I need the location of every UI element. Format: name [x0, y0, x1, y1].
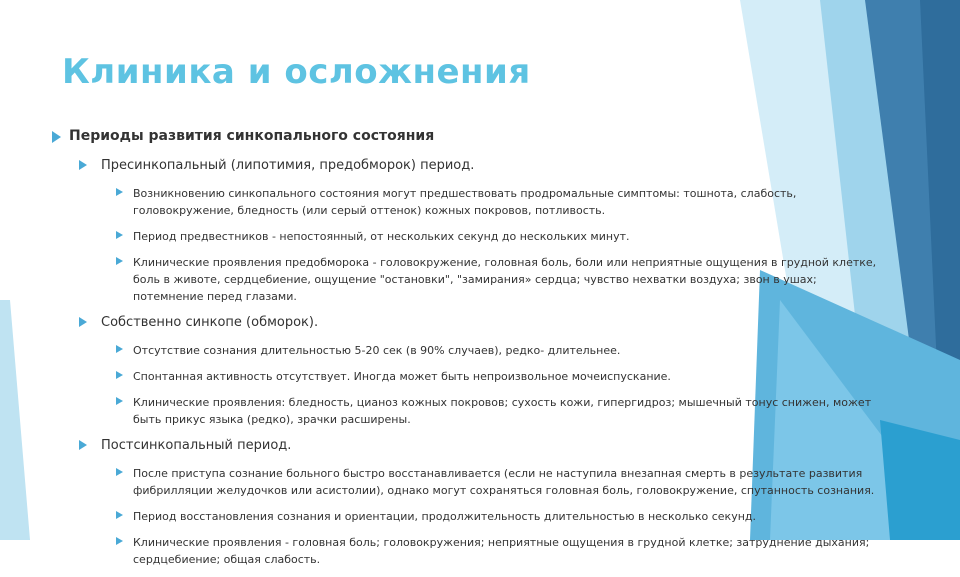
slide-title: Клиника и осложнения — [62, 52, 531, 92]
triangle-bullet-icon — [79, 317, 87, 327]
section-heading — [52, 128, 882, 145]
list-item-text: Клинические проявления предобморока - головокружение, головная боль, боли или неприятные ощущения в грудной клетке, боль в животе, сердцебиение, ощущение "остановки", "замирания» сердца; чувство нехватки воздуха; звон в ушах; потемнение перед глазами. — [133, 256, 877, 303]
period-postsyncope — [79, 437, 882, 454]
list-item — [116, 394, 882, 428]
triangle-bullet-icon — [116, 511, 123, 519]
list-item-text: После приступа сознание больного быстро восстанавливается (если не наступила внезапная смерть в результате развития фибрилляции желудочков или асистолии), однако могут сохраняться головная боль, головокружение, спутанность сознания. — [133, 467, 875, 497]
list-item-text: Отсутствие сознания длительностью 5-20 сек (в 90% случаев), редко- длительнее. — [133, 344, 621, 357]
triangle-bullet-icon — [79, 160, 87, 170]
period-presyncope — [79, 157, 882, 174]
period-syncope — [79, 314, 882, 331]
triangle-bullet-icon — [116, 537, 123, 545]
list-item — [116, 254, 882, 305]
list-item-text: Период предвестников - непостоянный, от нескольких секунд до нескольких минут. — [133, 230, 630, 243]
triangle-bullet-icon — [116, 468, 123, 476]
triangle-bullet-icon — [116, 231, 123, 239]
list-item — [116, 534, 882, 568]
decor-bottom-accent — [880, 420, 960, 540]
period-label: Пресинкопальный (липотимия, предобморок) период. — [101, 158, 475, 173]
list-item-text: Возникновению синкопального состояния могут предшествовать продромальные симптомы: тошнота, слабость, головокружение, бледность (или серый оттенок) кожных покровов, потливость. — [133, 187, 797, 217]
list-item-text: Спонтанная активность отсутствует. Иногда может быть непроизвольное мочеиспускание. — [133, 370, 671, 383]
list-item — [116, 508, 882, 525]
triangle-bullet-icon — [79, 440, 87, 450]
list-item — [116, 228, 882, 245]
heading-text: Периоды развития синкопального состояния — [69, 128, 435, 144]
triangle-bullet-icon — [116, 345, 123, 353]
list-item — [116, 342, 882, 359]
triangle-bullet-icon — [116, 371, 123, 379]
triangle-bullet-icon — [116, 188, 123, 196]
triangle-bullet-icon — [116, 257, 123, 265]
triangle-bullet-icon — [116, 397, 123, 405]
triangle-bullet-icon — [52, 131, 61, 143]
list-item-text: Клинические проявления: бледность, цианоз кожных покровов; сухость кожи, гипергидроз; мышечный тонус снижен, может быть прикус языка (редко), зрачки расширены. — [133, 396, 872, 426]
list-item-text: Клинические проявления - головная боль; головокружения; неприятные ощущения в грудной клетке; затруднение дыхания; сердцебиение; общая слабость. — [133, 536, 870, 566]
list-item-text: Период восстановления сознания и ориентации, продолжительность длительностью в несколько секунд. — [133, 510, 756, 523]
list-item — [116, 185, 882, 219]
period-label: Собственно синкопе (обморок). — [101, 315, 319, 330]
list-item — [116, 465, 882, 499]
period-label: Постсинкопальный период. — [101, 438, 292, 453]
list-item — [116, 368, 882, 385]
slide-content — [52, 128, 882, 577]
decor-left-shard — [0, 300, 30, 540]
